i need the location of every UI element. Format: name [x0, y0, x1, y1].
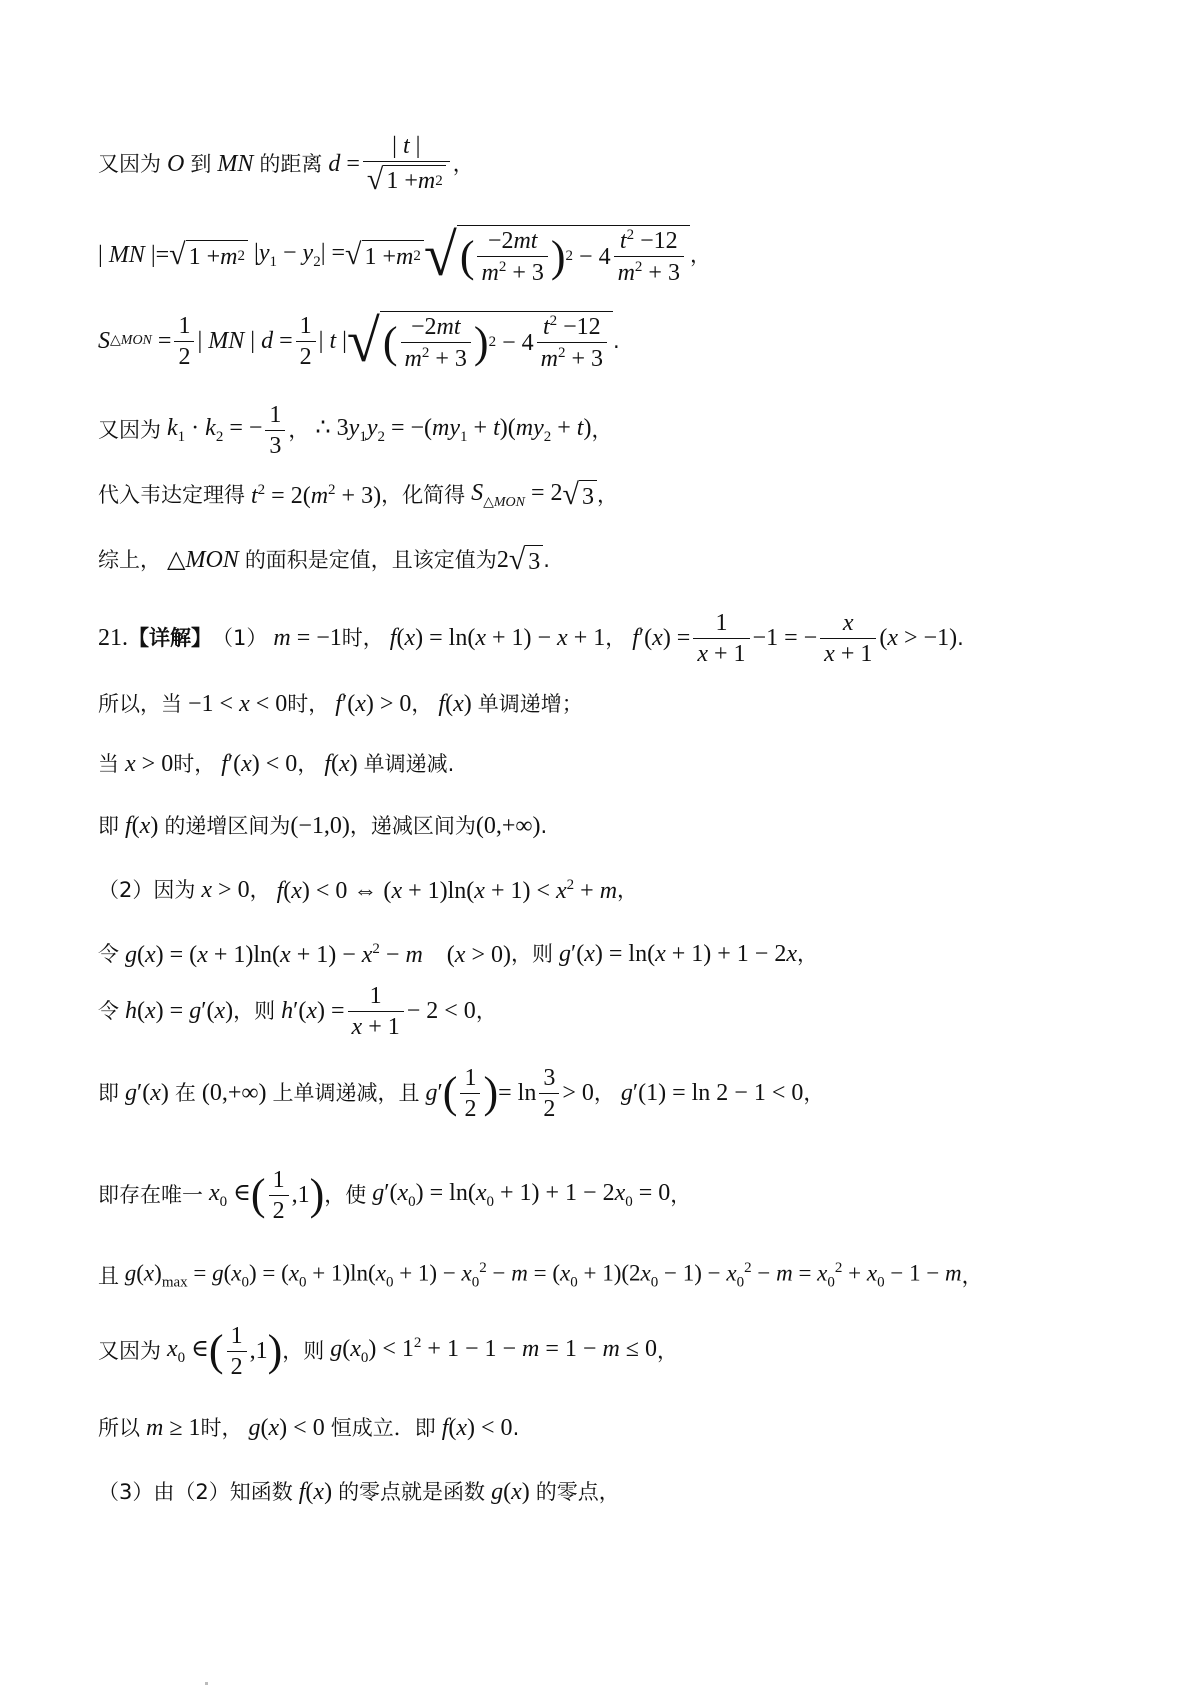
text-line-19: （3）由（2）知函数 f(x) 的零点就是函数 g(x) 的零点，: [98, 1479, 620, 1505]
text-line-11: （2）因为 x > 0 ， f(x) < 0 ⇔ $(x + 1)\ln(x + 1) < x^2 + m$ ，: [98, 876, 639, 904]
text-line-17: 又因为 $x_0$ ∈ ( $\frac{1}{2}$ ,1 ) ，则 $g(x_0) < 1^2 + 1 - 1 - m = 1 - m \le 0$ ，: [98, 1322, 678, 1380]
text-line-9: 当 x > 0 时， f′(x) < 0 ， f(x) 单调递减.: [98, 751, 455, 777]
text-line-8: 所以，当 −1 < x < 0 时， f′(x) > 0 ， f(x) 单调递增；: [98, 691, 583, 717]
text-line-10: 即 f(x) 的递增区间为 (−1,0) ，递减区间为 (0,+∞) .: [98, 813, 548, 839]
text-line-6: 综上， △MON 的面积是定值，且该定值为 2 √ 3 .: [98, 543, 550, 576]
text-line-4: 又因为 $k_1 \cdot k_2$ = − $\frac{1}{3}$ ， ∴ $3y_1y_2 = -(my_1 + t)(my_2 + t)$ ，: [98, 401, 613, 459]
text-line-16: 且 $g(x)_{max} = g(x_0) = (x_0 + 1)\ln(x_0 + 1) - x_0^2 - m = (x_0 + 1)(2x_0 - 1) - x_0^2 - m = x_0^2 + x_0 - 1 - m$ ，: [98, 1260, 983, 1291]
text-line-13: 令 h(x) = g′(x) ，则 h′(x) = $\frac{1}{x + 1}$ − 2 < 0 ，: [98, 982, 497, 1040]
footer-mark: [205, 1682, 208, 1685]
text-line-7: 21. 【详解】 （1） m = −1 时， f(x) = ln(x + 1) − x + 1 ， f′(x) = $\frac{1}{x + 1}$ −1 = − $\frac{x}{x + 1}$ (x > −1) .: [98, 609, 964, 667]
text-line-15: 即存在唯一 $x_0$ ∈ ( $\frac{1}{2}$ ,1 ) ，使 $g'(x_0) = \ln(x_0 + 1) + 1 - 2x_0 = 0$ ，: [98, 1166, 692, 1224]
fraction: | t | √ 1 + m 2: [363, 134, 450, 195]
text-line-3: S △MON = $\frac{1}{2}$ | MN | d = $\frac{1}{2}$ | t | √ ( $\frac{-2mt}{m^2 + 3}$ ) 2 − 4 $\frac{t^2 -12}{m^2 + 3}$ .: [98, 308, 620, 374]
text-line-2: | MN |= √ 1 + m 2 $|y_1 - y_2|$ = √ 1 + m 2 √ ( $\frac{-2mt}{m^2 + 3}$ ) 2 − 4 $\frac{t^2 -12}{m^2 + 3}$ ，: [98, 222, 711, 288]
text-line-1: 又因为 O 到 MN 的距离 d = | t | √ 1 + m 2 ，: [98, 132, 474, 196]
text-line-18: 所以 m ≥ 1 时， g(x) < 0 恒成立．即 f(x) < 0 .: [98, 1415, 520, 1441]
text-line-5: 代入韦达定理得 $t^2 = 2(m^2 + 3)$ ，化简得 $S_{\triangle MON} = 2$ √ 3 ，: [98, 478, 618, 511]
text-line-12: 令 $g(x) = (x + 1)\ln(x + 1) - x^2 - m$ (x > 0) ，则 g′(x) = ln(x + 1) + 1 − 2x ，: [98, 940, 818, 968]
text-line-14: 即 g′(x) 在 (0,+∞) 上单调递减，且 g′ ( $\frac{1}{2}$ ) = ln $\frac{3}{2}$ > 0 ， g′(1) = ln 2 − 1 < 0 ，: [98, 1064, 825, 1122]
